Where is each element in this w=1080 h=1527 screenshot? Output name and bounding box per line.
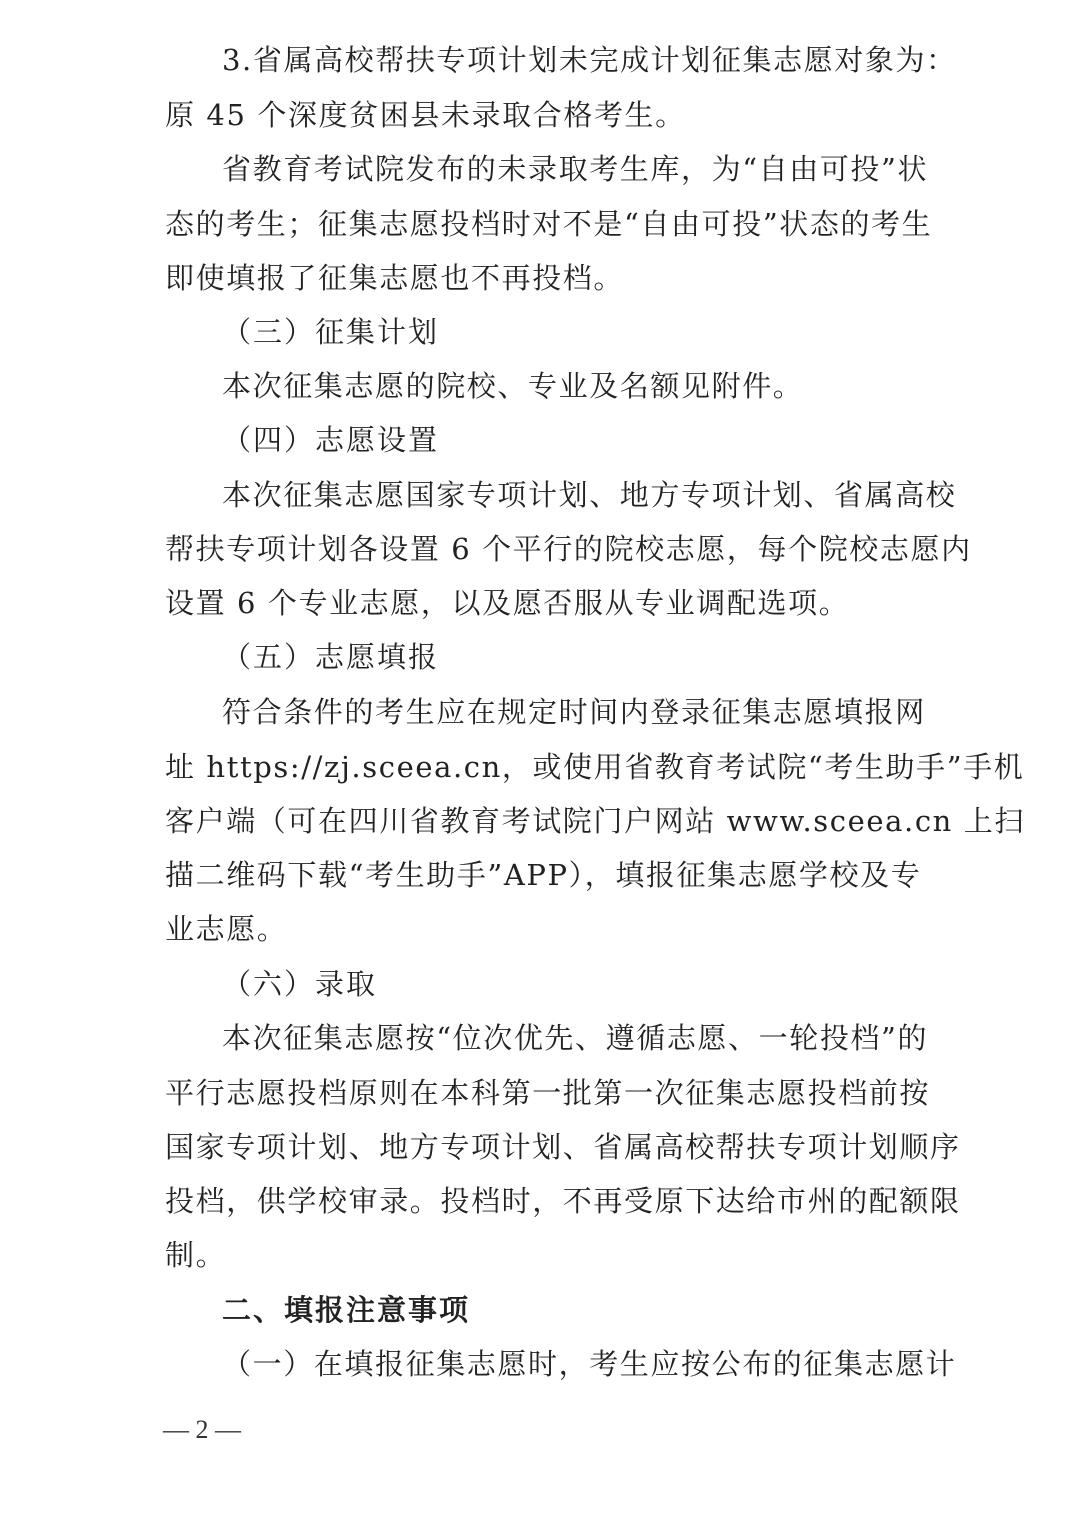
paragraph-line: 省教育考试院发布的未录取考生库，为“自由可投”状 (222, 152, 929, 186)
paragraph-line: 投档，供学校审录。投档时，不再受原下达给市州的配额限 (165, 1184, 961, 1218)
page-number: — 2 — (163, 1415, 241, 1444)
paragraph-line: 设置 6 个专业志愿，以及愿否服从专业调配选项。 (165, 586, 850, 620)
paragraph-line: 符合条件的考生应在规定时间内登录征集志愿填报网 (222, 695, 926, 729)
paragraph-line: 平行志愿投档原则在本科第一批第一次征集志愿投档前按 (165, 1076, 931, 1110)
paragraph-line: 态的考生；征集志愿投档时对不是“自由可投”状态的考生 (165, 207, 933, 241)
paragraph-line: 本次征集志愿按“位次优先、遵循志愿、一轮投档”的 (222, 1021, 929, 1055)
paragraph-line: 本次征集志愿的院校、专业及名额见附件。 (222, 369, 804, 403)
paragraph-line: 原 45 个深度贫困县未录取合格考生。 (165, 98, 686, 132)
paragraph-line: 本次征集志愿国家专项计划、地方专项计划、省属高校 (222, 478, 957, 512)
paragraph-line: 国家专项计划、地方专项计划、省属高校帮扶专项计划顺序 (165, 1130, 961, 1164)
paragraph-line: 业志愿。 (165, 912, 288, 946)
paragraph-line: 帮扶专项计划各设置 6 个平行的院校志愿，每个院校志愿内 (165, 532, 972, 566)
paragraph-line: 即使填报了征集志愿也不再投档。 (165, 261, 625, 295)
paragraph-line: 客户端（可在四川省教育考试院门户网站 www.sceea.cn 上扫 (165, 804, 1025, 838)
paragraph-line: 址 https://zj.sceea.cn，或使用省教育考试院“考生助手”手机 (165, 750, 1025, 784)
chapter-heading: 二、填报注意事项 (222, 1293, 471, 1327)
section-heading: （四）志愿设置 (222, 423, 440, 457)
paragraph-line: 描二维码下载“考生助手”APP），填报征集志愿学校及专 (165, 858, 922, 892)
paragraph-line: 制。 (165, 1238, 227, 1272)
section-heading: （三）征集计划 (222, 315, 440, 349)
paragraph-line: 3.省属高校帮扶专项计划未完成计划征集志愿对象为： (222, 43, 957, 77)
paragraph-line: （一）在填报征集志愿时，考生应按公布的征集志愿计 (222, 1347, 957, 1381)
section-heading: （五）志愿填报 (222, 640, 440, 674)
section-heading: （六）录取 (222, 967, 378, 1001)
